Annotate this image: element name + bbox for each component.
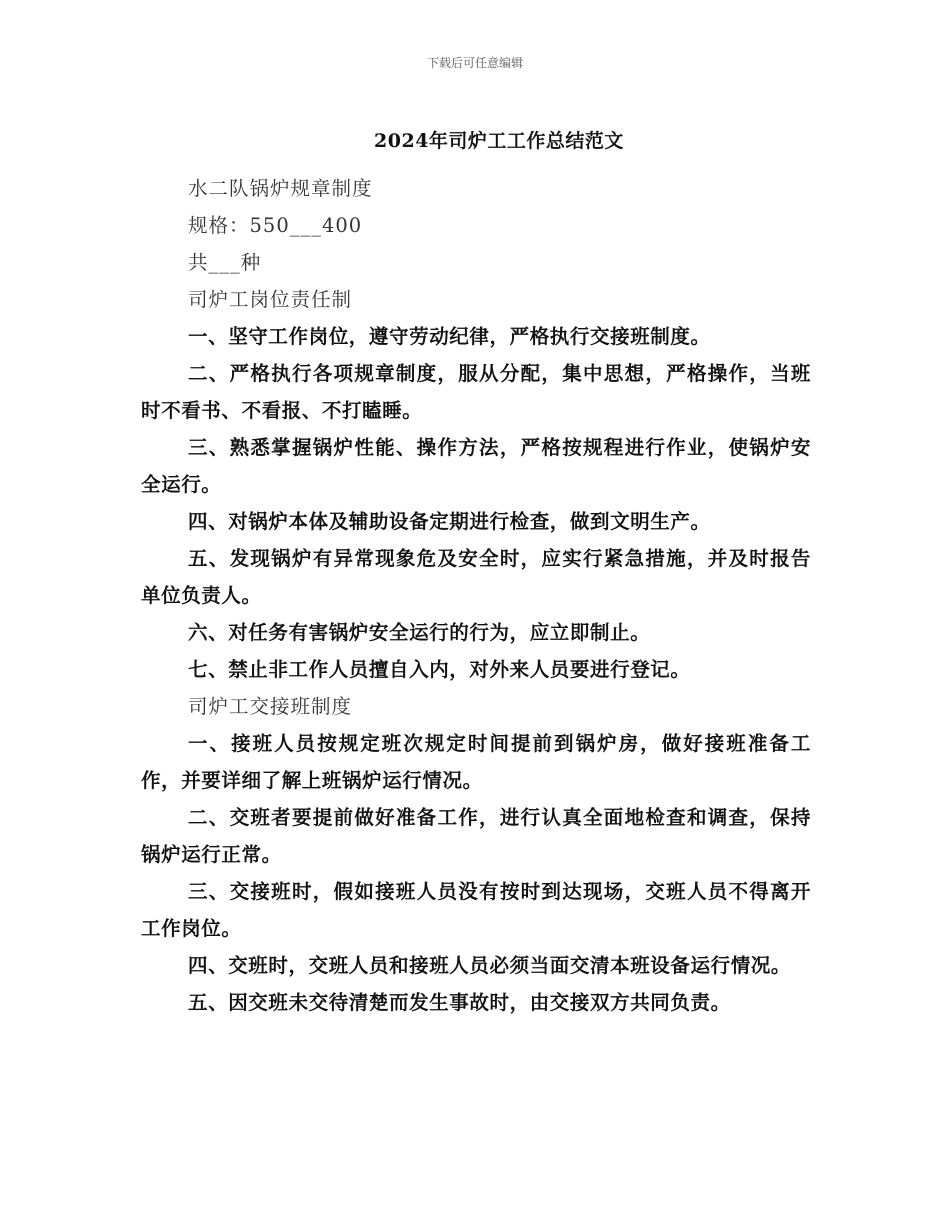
paragraph: 一、坚守工作岗位，遵守劳动纪律，严格执行交接班制度。 [188, 325, 711, 348]
paragraph: 共___种 [188, 251, 262, 274]
paragraph: 六、对任务有害锅炉安全运行的行为，应立即制止。 [188, 621, 651, 644]
paragraph: 五、发现锅炉有异常现象危及安全时，应实行紧急措施，并及时报告单位负责人。 [141, 547, 811, 607]
document-title: 2024年司炉工工作总结范文 [374, 130, 624, 152]
paragraph: 七、禁止非工作人员擅自入内，对外来人员要进行登记。 [188, 658, 691, 681]
section-heading: 司炉工岗位责任制 [188, 288, 353, 311]
header-note: 下载后可任意编辑 [426, 56, 523, 70]
paragraph: 三、熟悉掌握锅炉性能、操作方法，严格按规程进行作业，使锅炉安全运行。 [141, 436, 811, 496]
paragraph: 三、交接班时，假如接班人员没有按时到达现场，交班人员不得离开工作岗位。 [141, 880, 811, 940]
paragraph: 二、交班者要提前做好准备工作，进行认真全面地检查和调查，保持锅炉运行正常。 [141, 806, 811, 866]
paragraph: 规格：550___400 [188, 214, 363, 237]
section-heading: 司炉工交接班制度 [188, 695, 353, 718]
paragraph: 五、因交班未交待清楚而发生事故时，由交接双方共同负责。 [188, 991, 731, 1014]
paragraph: 四、交班时，交班人员和接班人员必须当面交清本班设备运行情况。 [188, 954, 792, 977]
paragraph: 水二队锅炉规章制度 [188, 177, 373, 200]
paragraph: 一、接班人员按规定班次规定时间提前到锅炉房，做好接班准备工作，并要详细了解上班锅炉运行情况。 [141, 732, 811, 792]
paragraph: 二、严格执行各项规章制度，服从分配，集中思想，严格操作，当班时不看书、不看报、不打瞌睡。 [141, 362, 811, 422]
paragraph: 四、对锅炉本体及辅助设备定期进行检查，做到文明生产。 [188, 510, 711, 533]
document-body [141, 170, 811, 1021]
